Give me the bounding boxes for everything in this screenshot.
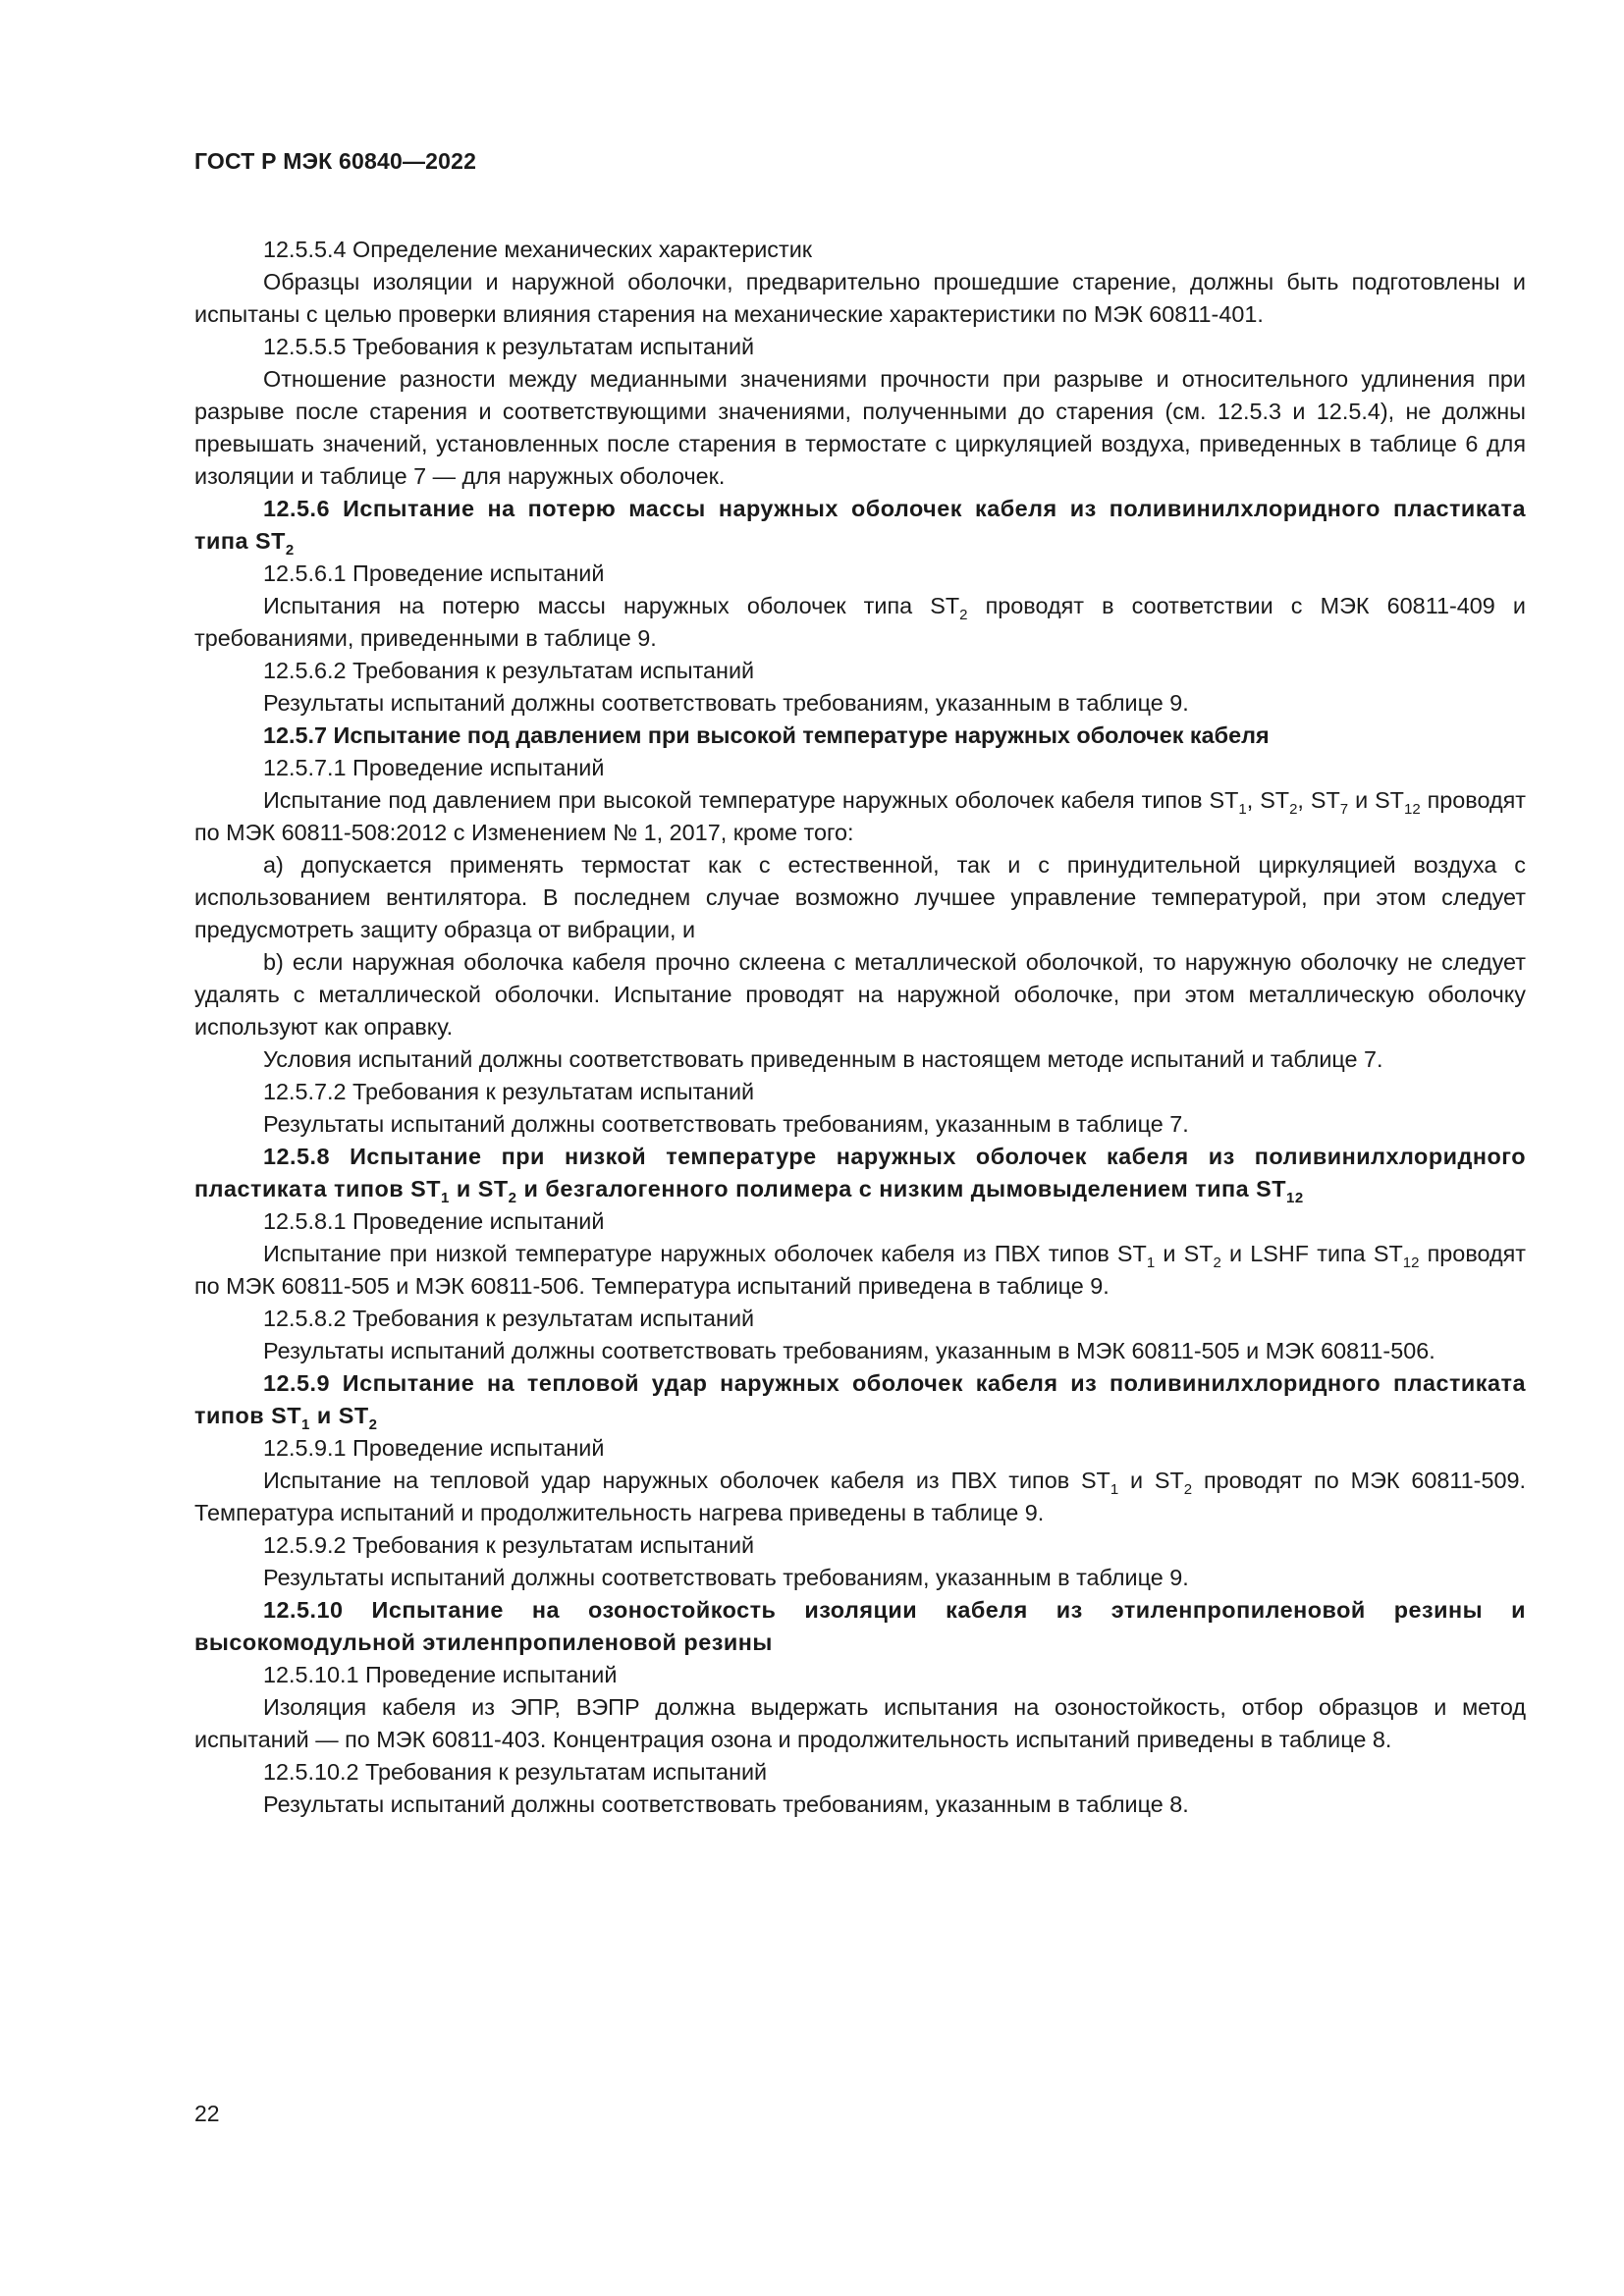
document-header: ГОСТ Р МЭК 60840—2022 <box>194 148 477 174</box>
paragraph: Результаты испытаний должны соответствовать требованиям, указанным в таблице 7. <box>263 1111 1189 1137</box>
clause-title: 12.5.8.1 Проведение испытаний <box>263 1208 605 1234</box>
page-number: 22 <box>194 2101 220 2126</box>
paragraph: Результаты испытаний должны соответствовать требованиям, указанным в таблице 9. <box>263 690 1189 716</box>
clause-title: 12.5.6.1 Проведение испытаний <box>263 561 605 586</box>
paragraph: Отношение разности между медианными значениями прочности при разрыве и относительного удлинения при разрыве после старения и соответствующими значениями, полученными до старения (см. 12.5.3 и 12.5.4), не должны превышать значений, установленных после старения в термостате с циркуляцией воздуха, приведенных в таблице 6 для изоляции и таблице 7 — для наружных оболочек. <box>194 366 1526 489</box>
clause-title: 12.5.5.4 Определение механических характеристик <box>263 237 813 262</box>
clause-title: 12.5.9.2 Требования к результатам испытаний <box>263 1532 755 1558</box>
clause-title: 12.5.10.1 Проведение испытаний <box>263 1662 618 1687</box>
paragraph: Испытание на тепловой удар наружных оболочек кабеля из ПВХ типов $ST_1$ и $ST_2$ проводят по МЭК 60811-509. Температура испытаний и продолжительность нагрева приведены в таблице 9. <box>194 1468 1526 1525</box>
document-page <box>194 147 1526 1821</box>
list-item-a: a) допускается применять термостат как с естественной, так и с принудительной циркуляцией воздуха с использованием вентилятора. В последнем случае возможно лучшее управление температурой, при этом следует предусмотреть защиту образца от вибрации, и <box>194 852 1526 942</box>
paragraph: Результаты испытаний должны соответствовать требованиям, указанным в таблице 8. <box>263 1791 1189 1817</box>
section-heading: 12.5.9 Испытание на тепловой удар наружных оболочек кабеля из поливинилхлоридного пластиката типов $ST_1$ и $ST_2$ <box>194 1370 1526 1433</box>
paragraph: Результаты испытаний должны соответствовать требованиям, указанным в таблице 9. <box>263 1565 1189 1590</box>
paragraph: Образцы изоляции и наружной оболочки, предварительно прошедшие старение, должны быть подготовлены и испытаны с целью проверки влияния старения на механические характеристики по МЭК 60811-401. <box>194 269 1526 327</box>
document-body <box>194 234 1526 1821</box>
paragraph: Изоляция кабеля из ЭПР, ВЭПР должна выдержать испытания на озоностойкость, отбор образцов и метод испытаний — по МЭК 60811-403. Концентрация озона и продолжительность испытаний приведены в таблице 8. <box>194 1694 1526 1752</box>
section-heading: 12.5.10 Испытание на озоностойкость изоляции кабеля из этиленпропиленовой резины и высокомодульной этиленпропиленовой резины <box>194 1597 1526 1655</box>
clause-title: 12.5.9.1 Проведение испытаний <box>263 1435 605 1461</box>
paragraph: Результаты испытаний должны соответствовать требованиям, указанным в МЭК 60811-505 и МЭК 60811-506. <box>263 1338 1435 1363</box>
list-item-b: b) если наружная оболочка кабеля прочно склеена с металлической оболочкой, то наружную оболочку не следует удалять с металлической оболочки. Испытание проводят на наружной оболочке, при этом металлическую оболочку используют как оправку. <box>194 949 1526 1040</box>
clause-title: 12.5.7.1 Проведение испытаний <box>263 755 605 780</box>
clause-title: 12.5.6.2 Требования к результатам испытаний <box>263 658 755 683</box>
paragraph: Условия испытаний должны соответствовать приведенным в настоящем методе испытаний и таблице 7. <box>263 1046 1383 1072</box>
section-heading: 12.5.6 Испытание на потерю массы наружных оболочек кабеля из поливинилхлоридного пластиката типа $ST_2$ <box>194 496 1526 559</box>
paragraph: Испытание под давлением при высокой температуре наружных оболочек кабеля типов $ST_1$, $ST_2$, $ST_7$ и $ST_{12}$ проводят по МЭК 60811-508:2012 с Изменением № 1, 2017, кроме того: <box>194 787 1526 845</box>
clause-title: 12.5.5.5 Требования к результатам испытаний <box>263 334 755 359</box>
clause-title: 12.5.7.2 Требования к результатам испытаний <box>263 1079 755 1104</box>
paragraph: Испытания на потерю массы наружных оболочек типа $ST_2$ проводят в соответствии с МЭК 60811-409 и требованиями, приведенными в таблице 9. <box>194 593 1526 651</box>
clause-title: 12.5.8.2 Требования к результатам испытаний <box>263 1306 755 1331</box>
clause-title: 12.5.10.2 Требования к результатам испытаний <box>263 1759 768 1785</box>
paragraph: Испытание при низкой температуре наружных оболочек кабеля из ПВХ типов $ST_1$ и $ST_2$ и LSHF типа $ST_{12}$ проводят по МЭК 60811-505 и МЭК 60811-506. Температура испытаний приведена в таблице 9. <box>194 1241 1527 1299</box>
section-heading: 12.5.8 Испытание при низкой температуре наружных оболочек кабеля из поливинилхлоридного пластиката типов $ST_1$ и $ST_2$ и безгалогенного полимера с низким дымовыделением типа $ST_{12}$ <box>194 1144 1526 1206</box>
section-heading: 12.5.7 Испытание под давлением при высокой температуре наружных оболочек кабеля <box>263 722 1270 748</box>
